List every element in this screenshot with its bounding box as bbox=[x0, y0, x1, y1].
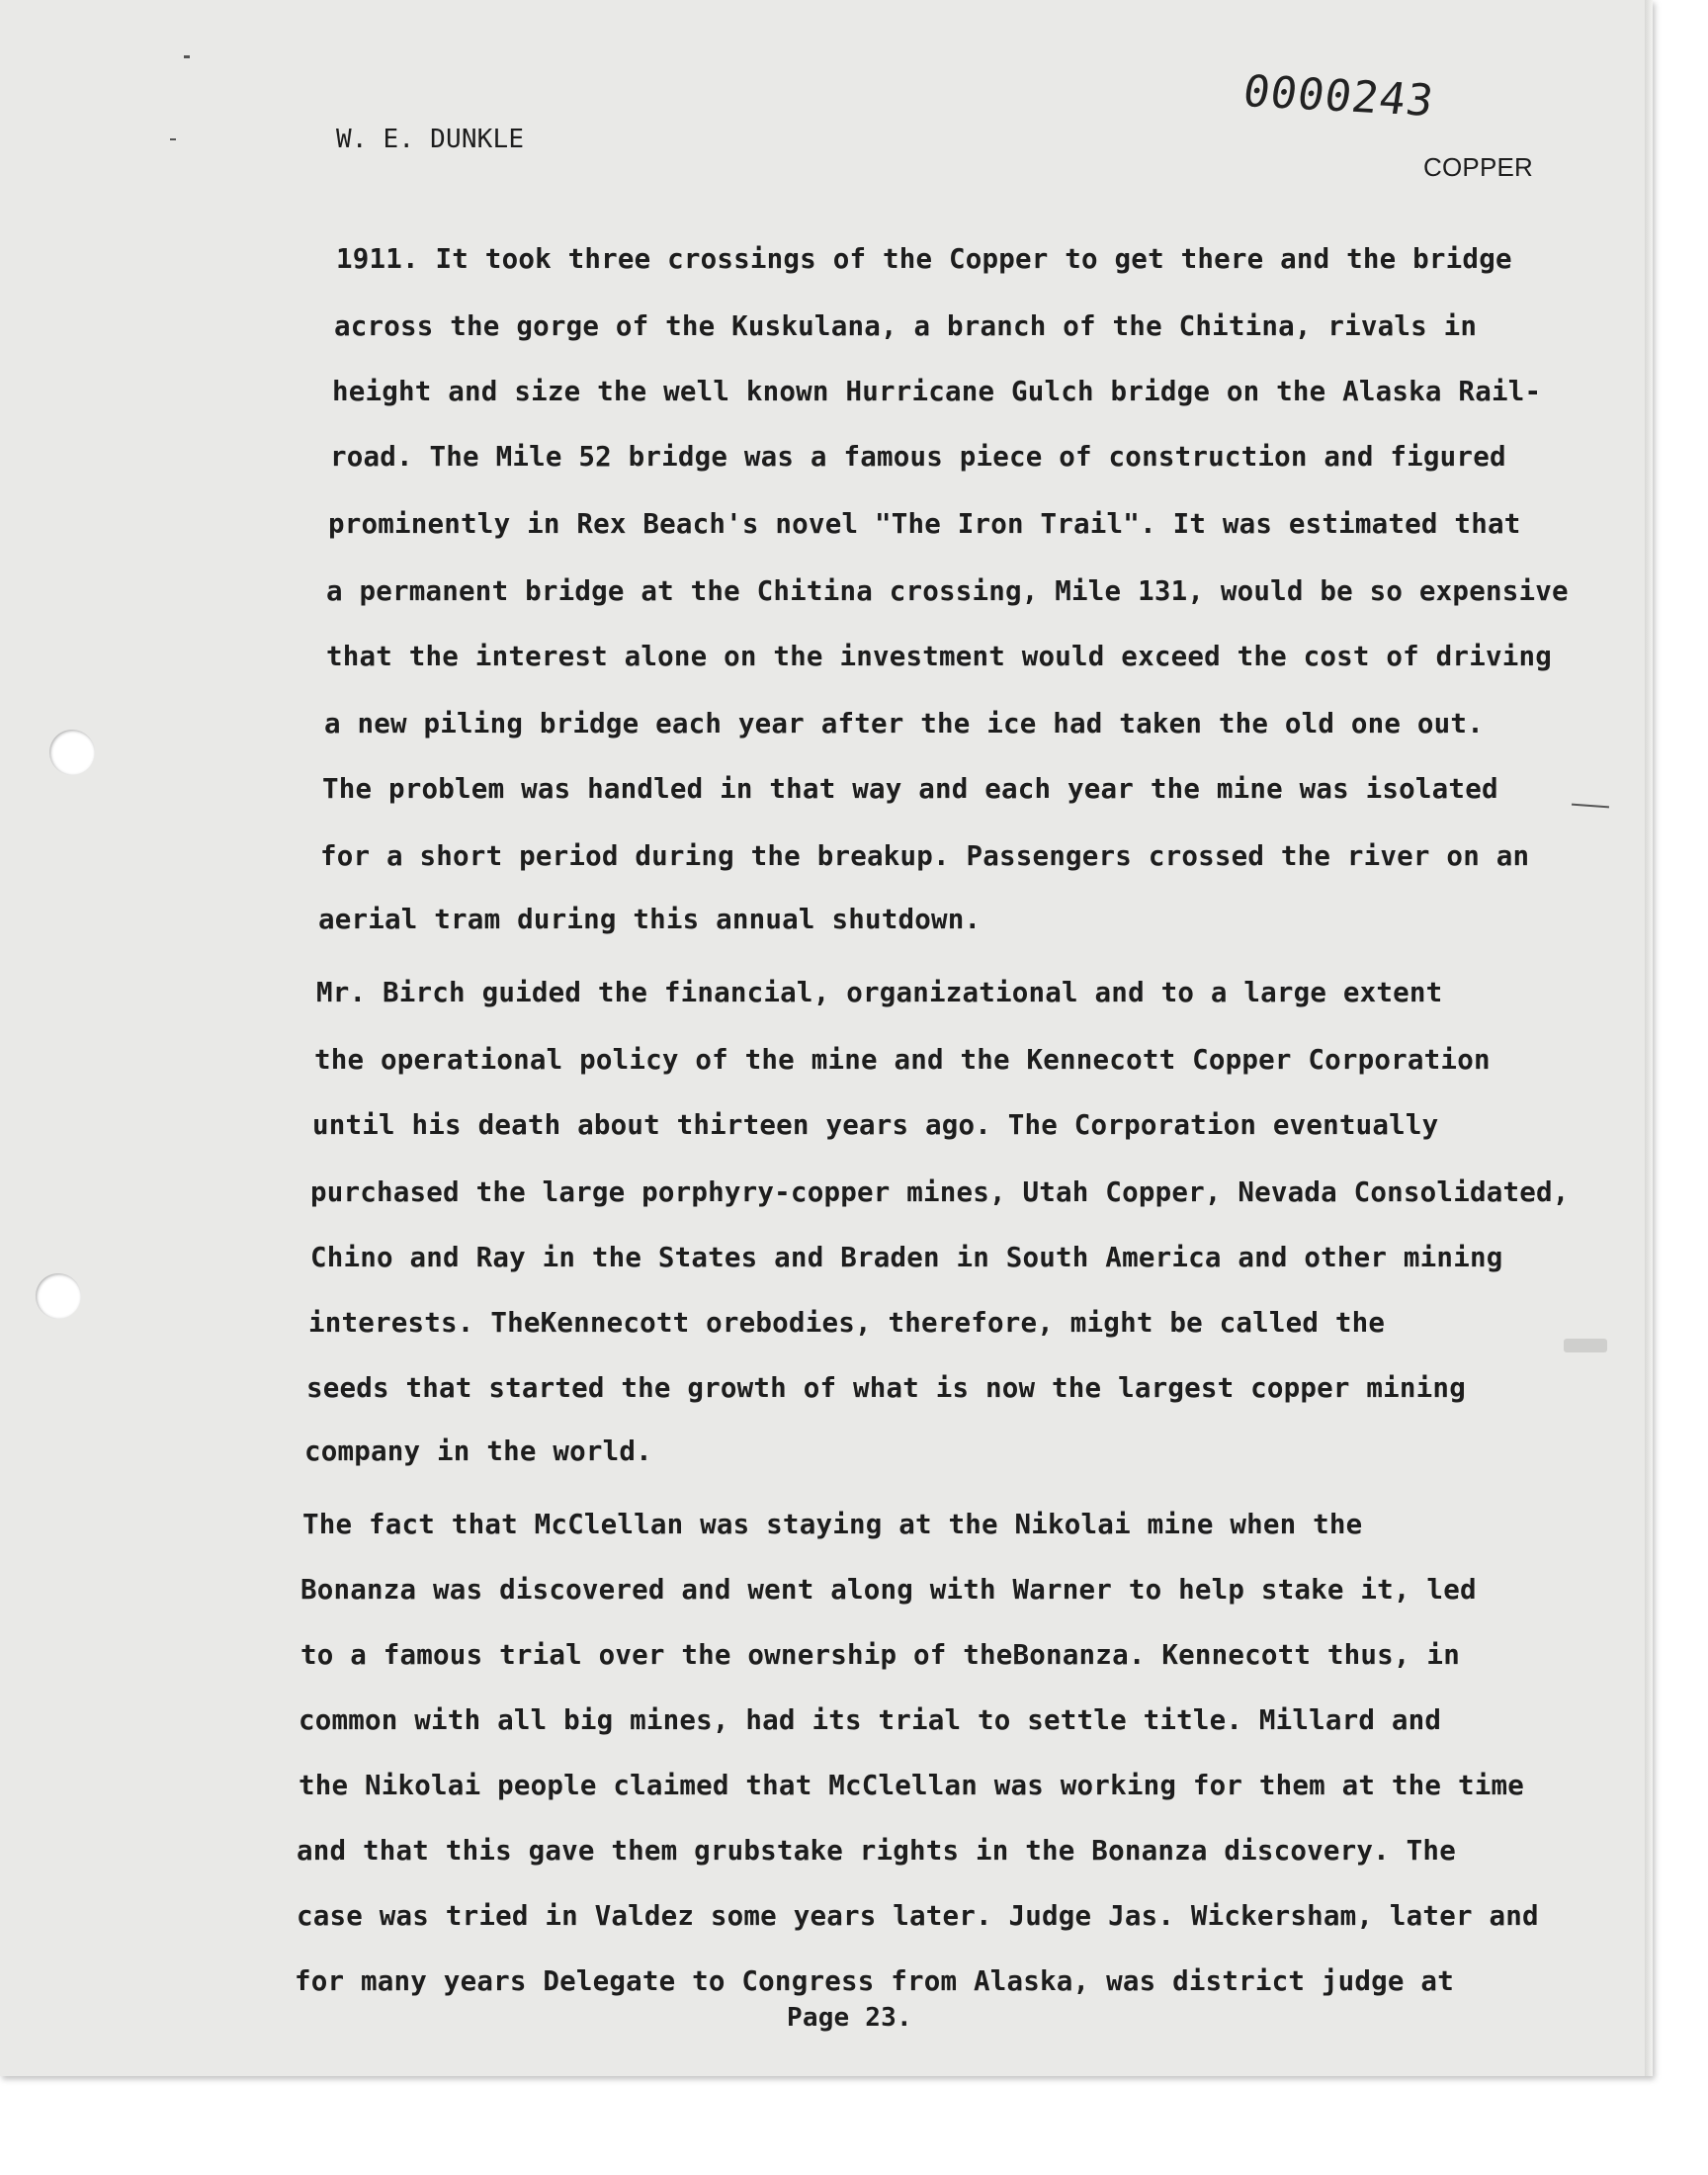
body-line: until his death about thirteen years ago. The Corporation eventually bbox=[312, 1109, 1439, 1141]
body-line: The problem was handled in that way and each year the mine was isolated bbox=[322, 773, 1498, 805]
body-line: prominently in Rex Beach's novel "The Iron Trail". It was estimated that bbox=[328, 508, 1521, 540]
body-line: The fact that McClellan was staying at the Nikolai mine when the bbox=[302, 1509, 1363, 1540]
body-line: for a short period during the breakup. Passengers crossed the river on an bbox=[320, 840, 1530, 872]
document-number-stamp: 0000243 bbox=[1239, 66, 1438, 127]
body-line: Bonanza was discovered and went along with Warner to help stake it, led bbox=[300, 1574, 1477, 1606]
binder-hole-top bbox=[49, 730, 95, 775]
body-line: the operational policy of the mine and the Kennecott Copper Corporation bbox=[314, 1044, 1491, 1076]
body-line: for many years Delegate to Congress from Alaska, was district judge at bbox=[295, 1965, 1454, 1997]
body-line: company in the world. bbox=[304, 1436, 652, 1467]
page-number-footer: Page 23. bbox=[787, 2003, 912, 2033]
body-line: to a famous trial over the ownership of theBonanza. Kennecott thus, in bbox=[300, 1639, 1460, 1671]
body-line: a new piling bridge each year after the ice had taken the old one out. bbox=[324, 708, 1484, 740]
body-line: road. The Mile 52 bridge was a famous piece of construction and figured bbox=[330, 441, 1506, 473]
body-line: Mr. Birch guided the financial, organizational and to a large extent bbox=[316, 977, 1443, 1008]
body-line: Chino and Ray in the States and Braden in South America and other mining bbox=[310, 1242, 1503, 1273]
body-line: case was tried in Valdez some years later. Judge Jas. Wickersham, later and bbox=[297, 1900, 1539, 1932]
body-line: purchased the large porphyry-copper mines, Utah Copper, Nevada Consolidated, bbox=[310, 1176, 1570, 1208]
body-line: across the gorge of the Kuskulana, a branch of the Chitina, rivals in bbox=[334, 310, 1478, 342]
binder-hole-bottom bbox=[36, 1273, 81, 1319]
body-line: seeds that started the growth of what is now the largest copper mining bbox=[306, 1372, 1466, 1404]
page-edge bbox=[1645, 0, 1653, 2076]
author-header: W. E. DUNKLE bbox=[336, 125, 525, 154]
body-line: common with all big mines, had its trial to settle title. Millard and bbox=[299, 1704, 1442, 1736]
body-line: height and size the well known Hurricane Gulch bridge on the Alaska Rail- bbox=[332, 376, 1542, 407]
stray-mark bbox=[170, 138, 176, 140]
body-line: aerial tram during this annual shutdown. bbox=[318, 904, 982, 935]
stray-mark bbox=[184, 55, 190, 58]
margin-tick-mark bbox=[1572, 804, 1609, 809]
body-line: that the interest alone on the investment would exceed the cost of driving bbox=[326, 641, 1552, 672]
subject-header: COPPER bbox=[1423, 152, 1534, 182]
body-line: interests. TheKennecott orebodies, therefore, might be called the bbox=[308, 1307, 1386, 1339]
body-line: the Nikolai people claimed that McClellan was working for them at the time bbox=[299, 1770, 1524, 1801]
body-line: 1911. It took three crossings of the Copper to get there and the bridge bbox=[336, 243, 1512, 275]
body-line: a permanent bridge at the Chitina crossing, Mile 131, would be so expensive bbox=[326, 575, 1569, 607]
body-line: and that this gave them grubstake rights in the Bonanza discovery. The bbox=[297, 1835, 1456, 1867]
margin-tape-mark bbox=[1564, 1339, 1607, 1352]
